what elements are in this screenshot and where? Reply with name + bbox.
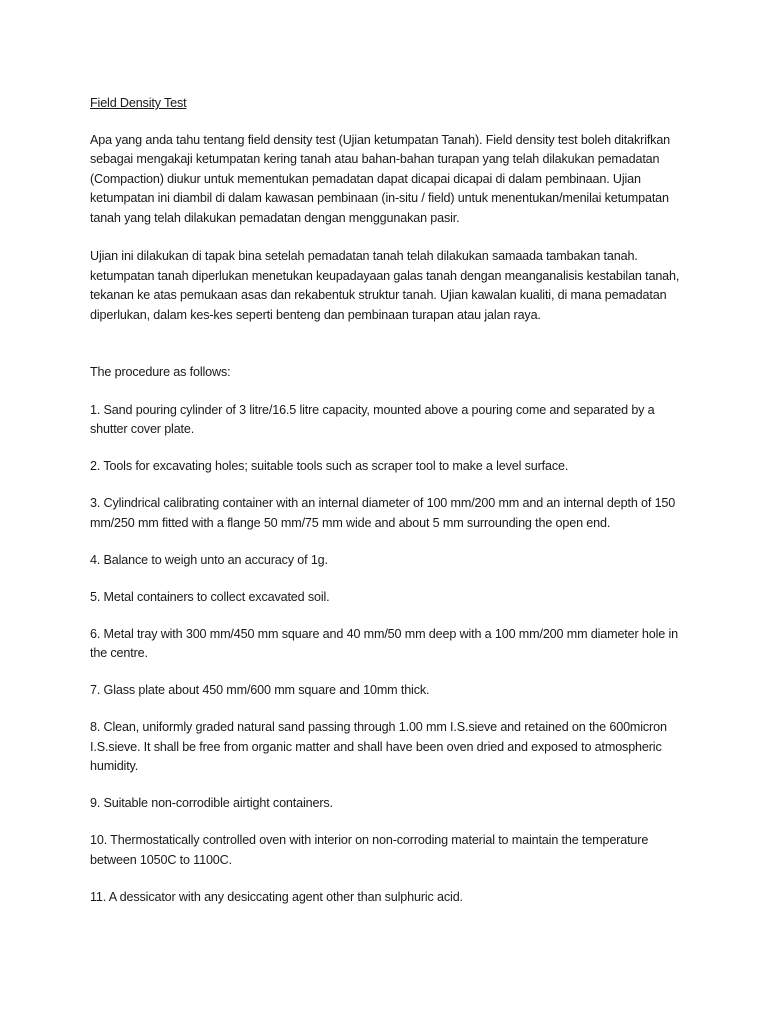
site-test-paragraph: Ujian ini dilakukan di tapak bina setelah pemadatan tanah telah dilakukan samaada tambakan tanah. ketumpatan tanah diperlukan menetukan keupadayaan galas tanah dengan meanganalisis kestabilan tanah, tekanan ke atas pemukaan asas dan rekabentuk struktur tanah. Ujian kawalan kualiti, di mana pemadatan diperlukan, dalam kes-kes seperti benteng dan pembinaan turapan atau jalan raya. [90,249,680,322]
intro-paragraph: Apa yang anda tahu tentang field density test (Ujian ketumpatan Tanah). Field density test boleh ditakrifkan sebagai mengakaji ketumpatan kering tanah atau bahan-bahan turapan yang telah dilakukan pemadatan (Compaction) diukur untuk mementukan pemadatan dapat dicapai dicapai di dalam pembinaan. Ujian ketumpatan ini diambil di dalam kawasan pembinaan (in-situ / field) untuk menentukan/menilai ketumpatan tanah yang telah dilakukan pemadatan dengan menggunakan pasir. [90,132,671,225]
procedure-item-4: 4. Balance to weigh unto an accuracy of 1g. [90,552,328,567]
procedure-item-10: 10. Thermostatically controlled oven with interior on non-corroding material to maintain the temperature between 1050C to 1100C. [90,833,649,867]
procedure-item-7: 7. Glass plate about 450 mm/600 mm square and 10mm thick. [90,683,430,697]
procedure-item-1: 1. Sand pouring cylinder of 3 litre/16.5 litre capacity, mounted above a pouring come and separated by a shutter cover plate. [90,402,655,436]
document-body [90,94,682,925]
procedure-item-8: 8. Clean, uniformly graded natural sand passing through 1.00 mm I.S.sieve and retained on the 600micron I.S.sieve. It shall be free from organic matter and shall have been oven dried and exposed to atmospheric humidity. [90,720,667,773]
procedure-item-2: 2. Tools for excavating holes; suitable tools such as scraper tool to make a level surface. [90,459,569,473]
procedure-item-3: 3. Cylindrical calibrating container with an internal diameter of 100 mm/200 mm and an internal depth of 150 mm/250 mm fitted with a flange 50 mm/75 mm wide and about 5 mm surrounding the open end. [90,496,676,530]
procedure-item-5: 5. Metal containers to collect excavated soil. [90,589,330,604]
procedure-item-6: 6. Metal tray with 300 mm/450 mm square and 40 mm/50 mm deep with a 100 mm/200 mm diameter hole in the centre. [90,626,678,660]
procedure-item-11: 11. A dessicator with any desiccating agent other than sulphuric acid. [90,889,463,904]
procedure-item-9: 9. Suitable non-corrodible airtight containers. [90,796,333,810]
procedure-heading: The procedure as follows: [90,365,231,379]
document-title: Field Density Test [90,96,187,110]
